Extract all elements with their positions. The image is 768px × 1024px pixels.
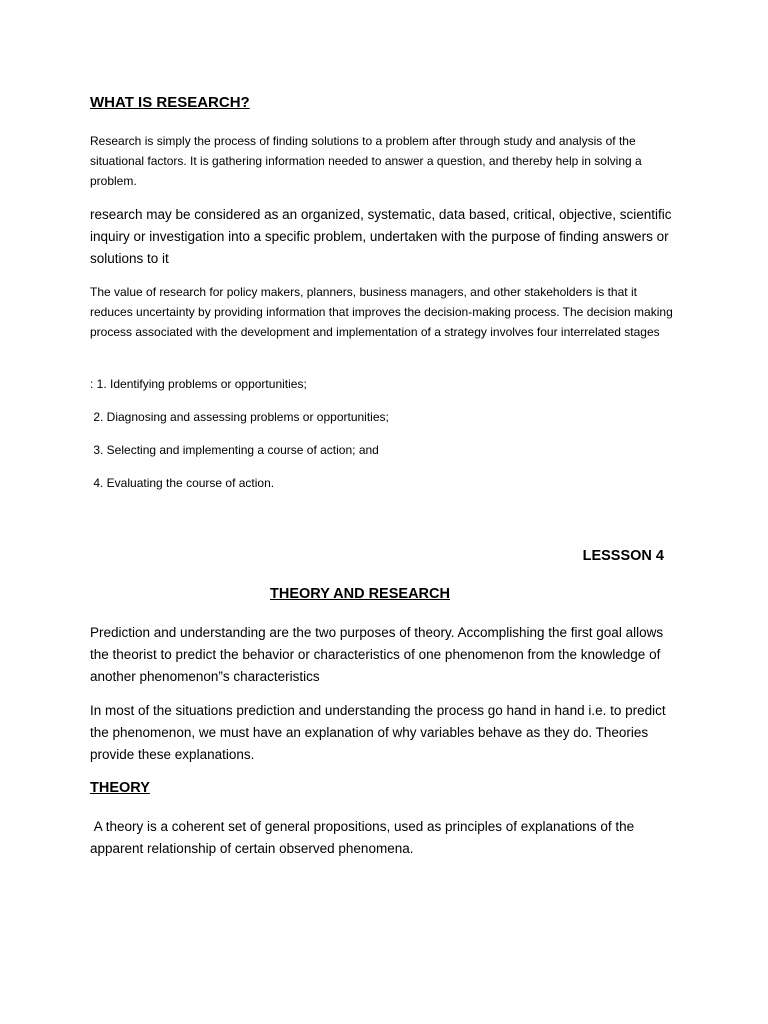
paragraph-theory-definition: A theory is a coherent set of general propositions, used as principles of explanations of the apparent relationship of certain observed phenomena. <box>90 819 638 856</box>
section-heading-theory: THEORY <box>90 780 150 796</box>
section-heading-theory-and-research: THEORY AND RESEARCH <box>270 586 450 602</box>
paragraph-research-inquiry: research may be considered as an organized, systematic, data based, critical, objective, scientific inquiry or investigation into a specific problem, undertaken with the purpose of finding answers or solutions to it <box>90 207 672 266</box>
stage-item-3: 3. Selecting and implementing a course of action; and <box>90 443 379 457</box>
lesson-label: LESSSON 4 <box>582 548 664 564</box>
paragraph-theory-purposes: Prediction and understanding are the two purposes of theory. Accomplishing the first goal allows the theorist to predict the behavior or characteristics of one phenomenon from the knowledge of another phenomenon”s characteristics <box>90 625 664 684</box>
stage-item-4: 4. Evaluating the course of action. <box>90 476 275 490</box>
stage-item-2: 2. Diagnosing and assessing problems or opportunities; <box>90 410 389 424</box>
section-heading-what-is-research: WHAT IS RESEARCH? <box>90 94 250 111</box>
paragraph-research-definition: Research is simply the process of finding solutions to a problem after through study and analysis of the situational factors. It is gathering information needed to answer a question, and thereby help in solving a problem. <box>90 134 642 188</box>
stage-item-1: : 1. Identifying problems or opportunities; <box>90 377 307 391</box>
paragraph-research-value: The value of research for policy makers, planners, business managers, and other stakeholders is that it reduces uncertainty by providing information that improves the decision-making process. The decision making process associated with the development and implementation of a strategy involves four interrelated stages <box>90 285 673 339</box>
paragraph-prediction-understanding: In most of the situations prediction and understanding the process go hand in hand i.e. to predict the phenomenon, we must have an explanation of why variables behave as they do. Theories provide these explanations. <box>90 703 666 762</box>
